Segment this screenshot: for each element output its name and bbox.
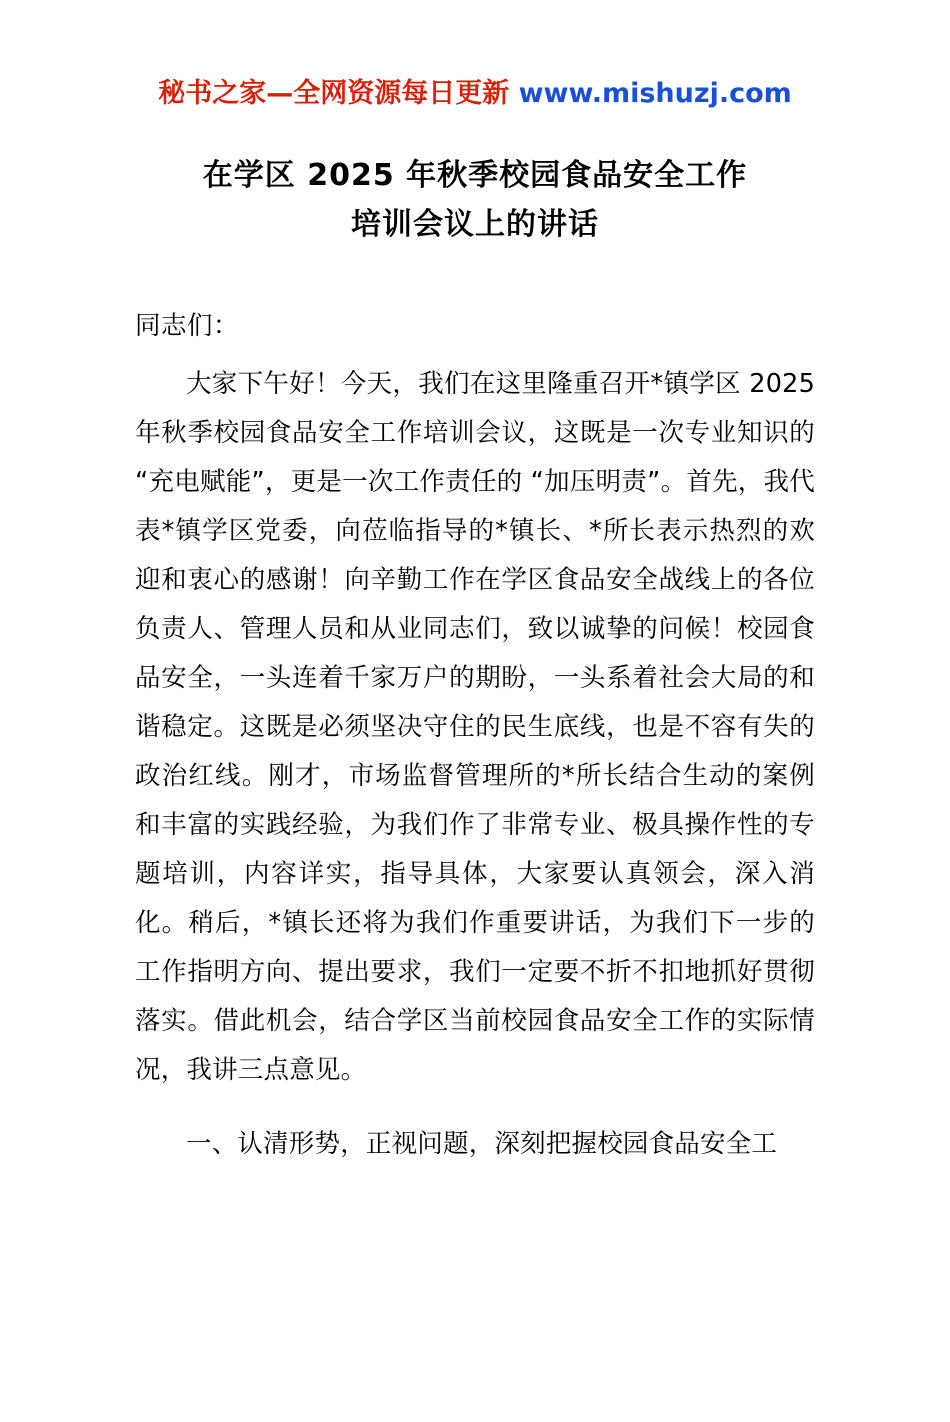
watermark-url[interactable]: www.mishuzj.com: [518, 78, 792, 109]
document-page: [0, 78, 950, 1422]
body-paragraph-2: 一、认清形势，正视问题，深刻把握校园食品安全工: [186, 1129, 778, 1160]
page-title: [135, 152, 815, 249]
watermark-tagline: —全网资源每日更新: [266, 78, 519, 109]
watermark-banner: [135, 78, 815, 110]
body-paragraph-1: 大家下午好！今天，我们在这里隆重召开*镇学区 2025 年秋季校园食品安全工作培训会议，这既是一次专业知识的 “充电赋能”，更是一次工作责任的 “加压明责”。首先，我代表*镇学区党委，向莅临指导的*镇长、*所长表示热烈的欢迎和衷心的感谢！向辛勤工作在学区食品安全战线上的各位负责人、管理人员和从业同志们，致以诚挚的问候！校园食品安全，一头连着千家万户的期盼，一头系着社会大局的和谐稳定。这既是必须坚决守住的民生底线，也是不容有失的政治红线。刚才，市场监督管理所的*所长结合生动的案例和丰富的实践经验，为我们作了非常专业、极具操作性的专题培训，内容详实，指导具体，大家要认真领会，深入消化。稍后，*镇长还将为我们作重要讲话，为我们下一步的工作指明方向、提出要求，我们一定要不折不扣地抓好贯彻落实。借此机会，结合学区当前校园食品安全工作的实际情况，我讲三点意见。: [135, 369, 815, 1085]
page-title-line-1: 在学区 2025 年秋季校园食品安全工作: [202, 158, 748, 194]
salutation: 同志们：: [135, 310, 240, 341]
page-title-line-2: 培训会议上的讲话: [351, 206, 599, 242]
watermark-brand: 秘书之家: [158, 78, 267, 109]
